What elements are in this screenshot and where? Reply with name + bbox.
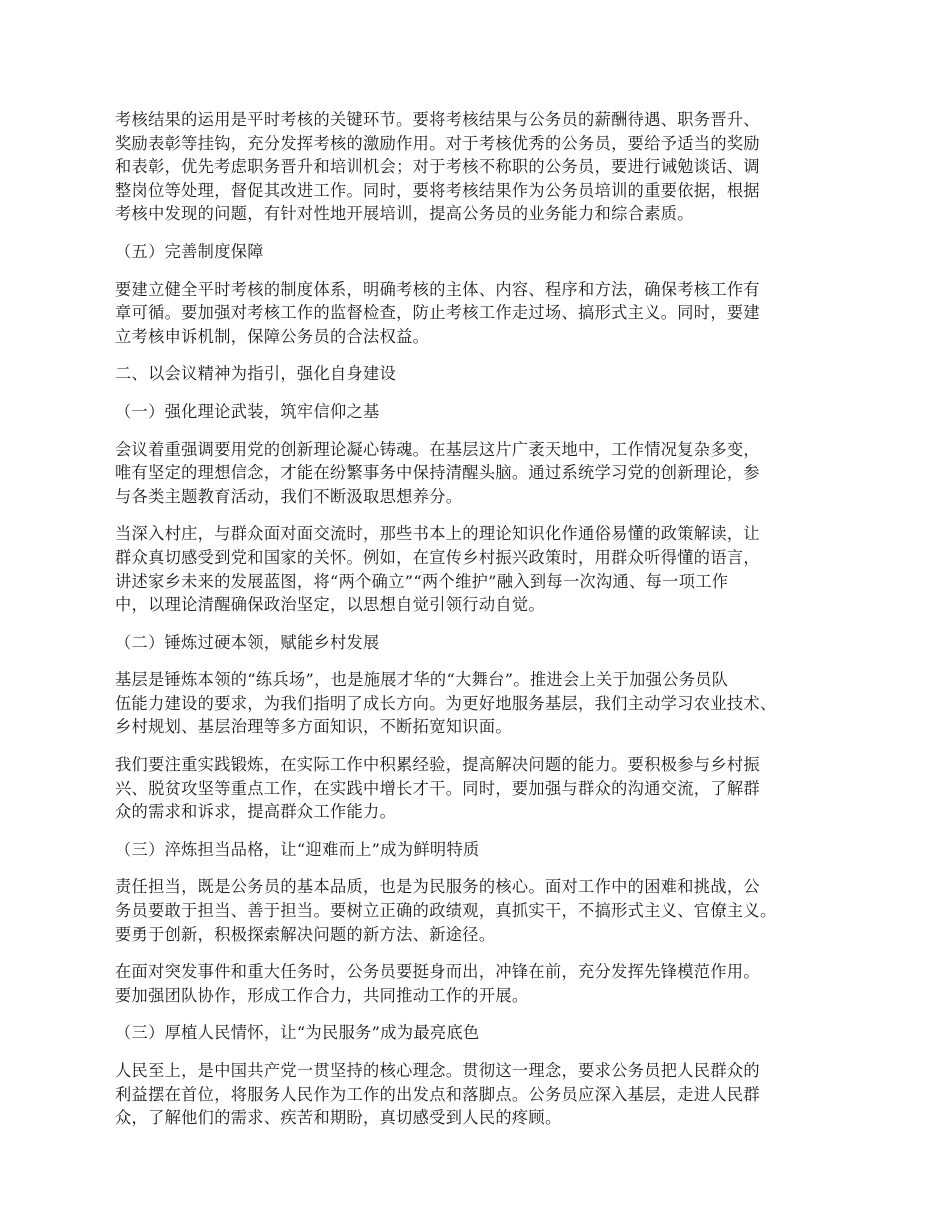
paragraph-line: 乡村规划、基层治理等多方面知识，不断拓宽知识面。 bbox=[115, 717, 512, 737]
paragraph-line: 群众真切感受到党和国家的关怀。例如，在宣传乡村振兴政策时，用群众听得懂的语言， bbox=[115, 547, 760, 567]
paragraph-village-practice bbox=[115, 522, 860, 616]
paragraph-line: 讲述家乡未来的发展蓝图，将“两个确立”“两个维护”融入到每一次沟通、每一项工作 bbox=[115, 571, 729, 591]
heading-text: 二、以会议精神为指引，强化自身建设 bbox=[115, 364, 397, 384]
paragraph-line: 章可循。要加强对考核工作的监督检查，防止考核工作走过场、搞形式主义。同时，要建 bbox=[115, 303, 760, 323]
paragraph-line: 务员要敢于担当、善于担当。要树立正确的政绩观，真抓实干，不搞形式主义、官僚主义。 bbox=[115, 901, 777, 921]
heading-text: （三）淬炼担当品格，让“迎难而上”成为鲜明特质 bbox=[115, 839, 480, 859]
section-heading-3b bbox=[115, 1021, 860, 1045]
paragraph-line: 整岗位等处理，督促其改进工作。同时，要将考核结果作为公务员培训的重要依据，根据 bbox=[115, 180, 760, 200]
section-heading-2 bbox=[115, 631, 860, 655]
chapter-heading-2 bbox=[115, 362, 860, 386]
heading-text: （五）完善制度保障 bbox=[115, 241, 264, 261]
paragraph-line: 伍能力建设的要求，为我们指明了成长方向。为更好地服务基层，我们主动学习农业技术、 bbox=[115, 693, 777, 713]
paragraph-system-guarantee bbox=[115, 278, 860, 349]
paragraph-line: 基层是锤炼本领的“练兵场”，也是施展才华的“大舞台”。推进会上关于加强公务员队 bbox=[115, 670, 729, 690]
paragraph-line: 要加强团队协作，形成工作合力，共同推动工作的开展。 bbox=[115, 985, 529, 1005]
paragraph-line: 和表彰，优先考虑职务晋升和培训机会；对于考核不称职的公务员，要进行诫勉谈话、调 bbox=[115, 157, 760, 177]
paragraph-line: 考核结果的运用是平时考核的关键环节。要将考核结果与公务员的薪酬待遇、职务晋升、 bbox=[115, 110, 760, 129]
paragraph-line: 我们要注重实践锻炼，在实际工作中积累经验，提高解决问题的能力。要积极参与乡村振 bbox=[115, 755, 760, 775]
paragraph-line: 唯有坚定的理想信念，才能在纷繁事务中保持清醒头脑。通过系统学习党的创新理论，参 bbox=[115, 463, 760, 483]
paragraph-emergency bbox=[115, 960, 860, 1007]
section-heading-3a bbox=[115, 838, 860, 862]
paragraph-line: 兴、脱贫攻坚等重点工作，在实践中增长才干。同时，要加强与群众的沟通交流，了解群 bbox=[115, 778, 760, 798]
paragraph-grassroots-training bbox=[115, 668, 860, 739]
paragraph-line: 中，以理论清醒确保政治坚定，以思想自觉引领行动自觉。 bbox=[115, 595, 545, 615]
paragraph-line: 人民至上，是中国共产党一贯坚持的核心理念。贯彻这一理念，要求公务员把人民群众的 bbox=[115, 1061, 760, 1080]
paragraph-line: 众，了解他们的需求、疾苦和期盼，真切感受到人民的疼顾。 bbox=[115, 1108, 562, 1128]
paragraph-line: 在面对突发事件和重大任务时，公务员要挺身而出，冲锋在前，充分发挥先锋模范作用。 bbox=[115, 962, 760, 982]
paragraph-line: 当深入村庄，与群众面对面交流时，那些书本上的理论知识化作通俗易懂的政策解读，让 bbox=[115, 524, 760, 544]
paragraph-line: 要建立健全平时考核的制度体系，明确考核的主体、内容、程序和方法，确保考核工作有 bbox=[115, 279, 760, 299]
paragraph-responsibility bbox=[115, 875, 860, 946]
paragraph-line: 考核中发现的问题，有针对性地开展培训，提高公务员的业务能力和综合素质。 bbox=[115, 204, 694, 224]
paragraph-line: 众的需求和诉求，提高群众工作能力。 bbox=[115, 802, 397, 822]
paragraph-people-first bbox=[115, 1059, 860, 1130]
paragraph-line: 奖励表彰等挂钩，充分发挥考核的激励作用。对于考核优秀的公务员，要给予适当的奖励 bbox=[115, 133, 760, 153]
paragraph-line: 利益摆在首位，将服务人民作为工作的出发点和落脚点。公务员应深入基层，走进人民群 bbox=[115, 1084, 760, 1104]
paragraph-practice-exercise bbox=[115, 753, 860, 824]
paragraph-line: 立考核申诉机制，保障公务员的合法权益。 bbox=[115, 326, 430, 346]
section-heading-1 bbox=[115, 400, 860, 424]
heading-text: （二）锤炼过硬本领，赋能乡村发展 bbox=[115, 632, 380, 652]
heading-text: （三）厚植人民情怀，让“为民服务”成为最亮底色 bbox=[115, 1023, 480, 1043]
document-page bbox=[115, 108, 860, 1144]
paragraph-line: 与各类主题教育活动，我们不断汲取思想养分。 bbox=[115, 486, 463, 506]
paragraph-theory-study bbox=[115, 438, 860, 509]
paragraph-line: 要勇于创新，积极探索解决问题的新方法、新途径。 bbox=[115, 924, 496, 944]
paragraph-assessment-results bbox=[115, 108, 860, 226]
paragraph-line: 会议着重强调要用党的创新理论凝心铸魂。在基层这片广袤天地中，工作情况复杂多变， bbox=[115, 439, 760, 459]
section-heading-5 bbox=[115, 240, 860, 264]
heading-text: （一）强化理论武装，筑牢信仰之基 bbox=[115, 401, 380, 421]
paragraph-line: 责任担当，既是公务员的基本品质，也是为民服务的核心。面对工作中的困难和挑战，公 bbox=[115, 877, 760, 897]
